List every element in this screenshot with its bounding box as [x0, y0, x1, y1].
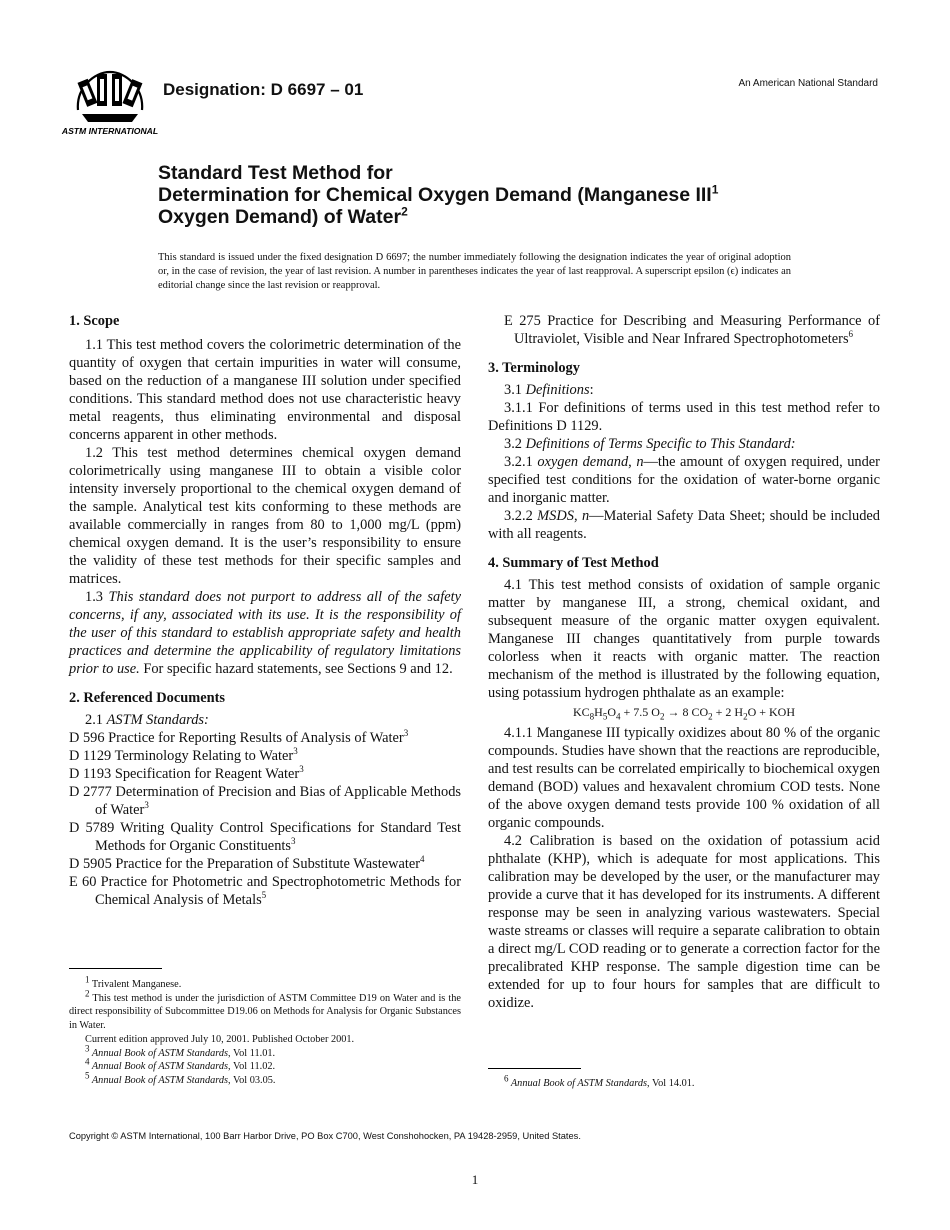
footnote-4 — [69, 1056, 461, 1074]
footnote-volume: , Vol 03.05. — [228, 1074, 276, 1086]
part-of-speech: n — [581, 508, 590, 524]
ref-item — [69, 729, 461, 747]
ref-text: D 596 Practice for Reporting Results of Analysis of Water — [69, 730, 404, 746]
title-footnote-1: 1 — [711, 182, 719, 197]
ref-item — [69, 819, 461, 855]
para-3-1-1: 3.1.1 For definitions of terms used in this test method refer to Definitions D 1129. — [488, 400, 880, 434]
copyright-line: Copyright © ASTM International, 100 Barr Harbor Drive, PO Box C700, West Conshohocken, PA 19428-2959, United States. — [69, 1131, 581, 1141]
para-3-2-1 — [488, 453, 880, 507]
para-4-2: 4.2 Calibration is based on the oxidation of potassium acid phthalate (KHP), which is adequate for most applications. This calibration may be developed by the user, or the manufacturer may provide a curve that it has developed for its instruments. A different response may be seen in analyzing various wastewaters. Special waste streams or classes will require a separate calibration to obtain a direct mg/L COD reading or to generate a correction factor for the precalibrated KHP response. The sample digestion time can be extended for up to four hours for samples that are difficult to oxidize. — [488, 833, 880, 1011]
para-4-1-1: 4.1.1 Manganese III typically oxidizes about 80 % of the organic compounds. Studies have shown that the reactions are reproducible, and test results can be correlated empirically to biochemical oxygen demand (BOD) values and hexavalent chromium COD tests. None of the above oxygen demand tests provide 100 % oxidation of all organic compounds. — [488, 725, 880, 831]
eq-part: H — [594, 705, 603, 719]
footnote-mark: 3 — [85, 1043, 90, 1054]
para-1-2: 1.2 This test method determines chemical oxygen demand colorimetrically using manganese III to obtain a visible color intensity inversely proportional to the chemical oxygen demand of the sample. Analytical test kits conforming to these methods are available commercially in ranges from 80 to 1,000 mg/L (ppm) chemical oxygen demand. It is the user’s responsibility to ensure the validity of these test methods for their specific samples and matrices. — [69, 445, 461, 587]
footnote-volume: , Vol 11.01. — [228, 1047, 276, 1059]
footnote-text: This test method is under the jurisdiction of ASTM Committee D19 on Water and is the direct responsibility of Subcommittee D19.06 on Methods for Analysis for Organic Substances in Water. — [69, 992, 461, 1032]
definition-text: —the amount of oxygen required, under specified test conditions for the oxidation of water-borne organic and inorganic matter. — [488, 454, 880, 506]
para-2-1-label: ASTM Standards: — [106, 712, 209, 728]
footnote-mark: 5 — [85, 1070, 90, 1081]
eq-part: O — [607, 705, 617, 719]
section-4-heading: 4. Summary of Test Method — [488, 555, 659, 571]
issuance-note: This standard is issued under the fixed designation D 6697; the number immediately following the designation indicates the year of original adoption or, in the case of revision, the year of last revision. A number in parentheses indicates the year of last reapproval. A superscript epsilon (ϵ) indicates an editorial change since the last revision or reapproval. — [158, 252, 791, 291]
footnote-volume: , Vol 14.01. — [647, 1078, 695, 1089]
title-footnote-2: 2 — [401, 204, 408, 219]
para-3-2-label: Definitions of Terms Specific to This Standard: — [525, 436, 796, 452]
eq-part: KC — [573, 705, 590, 719]
ref-footnote-mark: 4 — [420, 854, 425, 865]
para-1-3-rest: For specific hazard statements, see Sections 9 and 12. — [139, 661, 453, 677]
document-title — [158, 162, 838, 228]
ref-text: D 1129 Terminology Relating to Water — [69, 748, 294, 764]
page-number: 1 — [471, 1172, 479, 1187]
ref-item — [69, 765, 461, 783]
reaction-equation — [488, 703, 880, 721]
footnote-mark: 4 — [85, 1056, 90, 1067]
logo-caption: ASTM INTERNATIONAL — [61, 126, 159, 136]
ref-text: E 60 Practice for Photometric and Spectrophotometric Methods for Chemical Analysis of Metals — [69, 874, 461, 908]
footnote-book: Annual Book of ASTM Standards — [89, 1061, 229, 1073]
eq-subscript: 2 — [708, 711, 713, 722]
term-oxygen-demand: oxygen demand — [537, 454, 629, 470]
term-msds: MSDS — [537, 508, 574, 524]
eq-subscript: 2 — [743, 711, 748, 722]
para-3-1 — [488, 381, 880, 399]
term-separator: , — [573, 508, 582, 524]
footnote-rule-right — [488, 1068, 581, 1069]
para-1-3-num: 1.3 — [85, 589, 109, 605]
ref-footnote-mark: 6 — [848, 329, 854, 340]
ref-item — [69, 855, 461, 873]
left-column — [69, 312, 461, 909]
section-2-heading: 2. Referenced Documents — [69, 690, 225, 706]
para-3-2 — [488, 435, 880, 453]
ref-text: E 275 Practice for Describing and Measuring Performance of Ultraviolet, Visible and Near Infrared Spectrophotometers — [504, 313, 880, 347]
ref-text: D 1193 Specification for Reagent Water — [69, 766, 300, 782]
title-line-3: Oxygen Demand) of Water — [158, 206, 402, 228]
footnotes-left — [69, 974, 461, 1088]
footnotes-right — [488, 1073, 880, 1091]
eq-subscript: 5 — [602, 711, 608, 722]
para-1-1: 1.1 This test method covers the colorimetric determination of the quantity of oxygen that certain impurities in water will consume, based on the reduction of a manganese III solution under specified conditions. This standard method does not use characteristic heavy metal reagents, thus eliminating environmental and disposal concerns apparent in other methods. — [69, 337, 461, 443]
para-2-1-num: 2.1 — [85, 712, 107, 728]
para-1-3-caveat: This standard does not purport to address all of the safety concerns, if any, associated with its use. It is the responsibility of the user of this standard to establish appropriate safety and health practices and determine the applicability of regulatory limitations prior to use. — [69, 589, 461, 677]
footnote-1 — [69, 974, 461, 992]
eq-part: + 7.5 O — [620, 705, 660, 719]
ref-footnote-mark: 5 — [261, 890, 267, 901]
para-4-1: 4.1 This test method consists of oxidation of sample organic matter by manganese III, a strong, chemical oxidant, and subsequent measure of the organic matter oxygen equivalent. Manganese III changes quantitatively from purple towards colorless when it reacts with organic matter. The reaction mechanism of the method is illustrated by the following equation, using potassium hydrogen phthalate as an example: — [488, 577, 880, 701]
para-3-1-label: Definitions — [525, 382, 590, 398]
right-column — [488, 312, 880, 1012]
para-3-1-colon: : — [589, 382, 594, 398]
footnote-volume: , Vol 11.02. — [228, 1061, 276, 1073]
part-of-speech: n — [636, 454, 644, 470]
term-separator: , — [628, 454, 637, 470]
para-3-2-1-num: 3.2.1 — [504, 454, 538, 470]
footnote-book: Annual Book of ASTM Standards — [89, 1047, 229, 1059]
para-3-2-2-num: 3.2.2 — [504, 508, 538, 524]
footnote-3 — [69, 1043, 461, 1061]
ref-item — [69, 873, 461, 909]
ref-item — [69, 783, 461, 819]
ref-footnote-mark: 3 — [403, 728, 409, 739]
definition-text: —Material Safety Data Sheet; should be included with all reagents. — [488, 508, 880, 542]
astm-logo — [61, 66, 159, 138]
ref-item-e275 — [488, 312, 880, 348]
eq-subscript: 4 — [616, 711, 621, 722]
ref-footnote-mark: 3 — [299, 764, 304, 775]
eq-subscript: 8 — [589, 711, 595, 722]
para-3-2-2 — [488, 507, 880, 543]
footnote-mark: 6 — [504, 1073, 509, 1084]
footnote-mark: 1 — [85, 974, 90, 985]
para-3-2-num: 3.2 — [504, 436, 526, 452]
section-3-heading: 3. Terminology — [488, 360, 580, 376]
eq-part: O + KOH — [747, 705, 795, 719]
section-1-heading: 1. Scope — [69, 313, 120, 329]
national-standard-label: An American National Standard — [738, 78, 878, 89]
para-1-3 — [69, 588, 461, 678]
ref-footnote-mark: 3 — [293, 746, 298, 757]
designation: Designation: D 6697 – 01 — [163, 80, 364, 99]
footnote-mark: 2 — [85, 988, 90, 999]
footnote-6 — [488, 1073, 880, 1091]
para-2-1 — [69, 711, 461, 729]
ref-footnote-mark: 3 — [291, 836, 296, 847]
ref-footnote-mark: 3 — [144, 800, 149, 811]
eq-part: + 2 H — [712, 705, 744, 719]
ref-text: D 2777 Determination of Precision and Bias of Applicable Methods of Water — [69, 784, 461, 818]
eq-part: → 8 CO — [664, 705, 709, 719]
title-line-2: Determination for Chemical Oxygen Demand (Manganese III — [158, 184, 712, 206]
footnote-2-edition: Current edition approved July 10, 2001. Published October 2001. — [85, 1033, 355, 1045]
ref-text: D 5789 Writing Quality Control Specifications for Standard Test Methods for Organic Constituents — [69, 820, 461, 854]
footnote-rule-left — [69, 968, 162, 969]
ref-text: D 5905 Practice for the Preparation of Substitute Wastewater — [69, 856, 421, 872]
para-3-1-num: 3.1 — [504, 382, 526, 398]
footnote-book: Annual Book of ASTM Standards — [89, 1074, 229, 1086]
eq-subscript: 2 — [659, 711, 665, 722]
footnote-text: Trivalent Manganese. — [89, 979, 182, 990]
footnote-2 — [69, 988, 461, 1033]
footnote-5 — [69, 1070, 461, 1088]
ref-item — [69, 747, 461, 765]
footnote-book: Annual Book of ASTM Standards — [508, 1078, 648, 1089]
title-line-1: Standard Test Method for — [158, 162, 393, 184]
